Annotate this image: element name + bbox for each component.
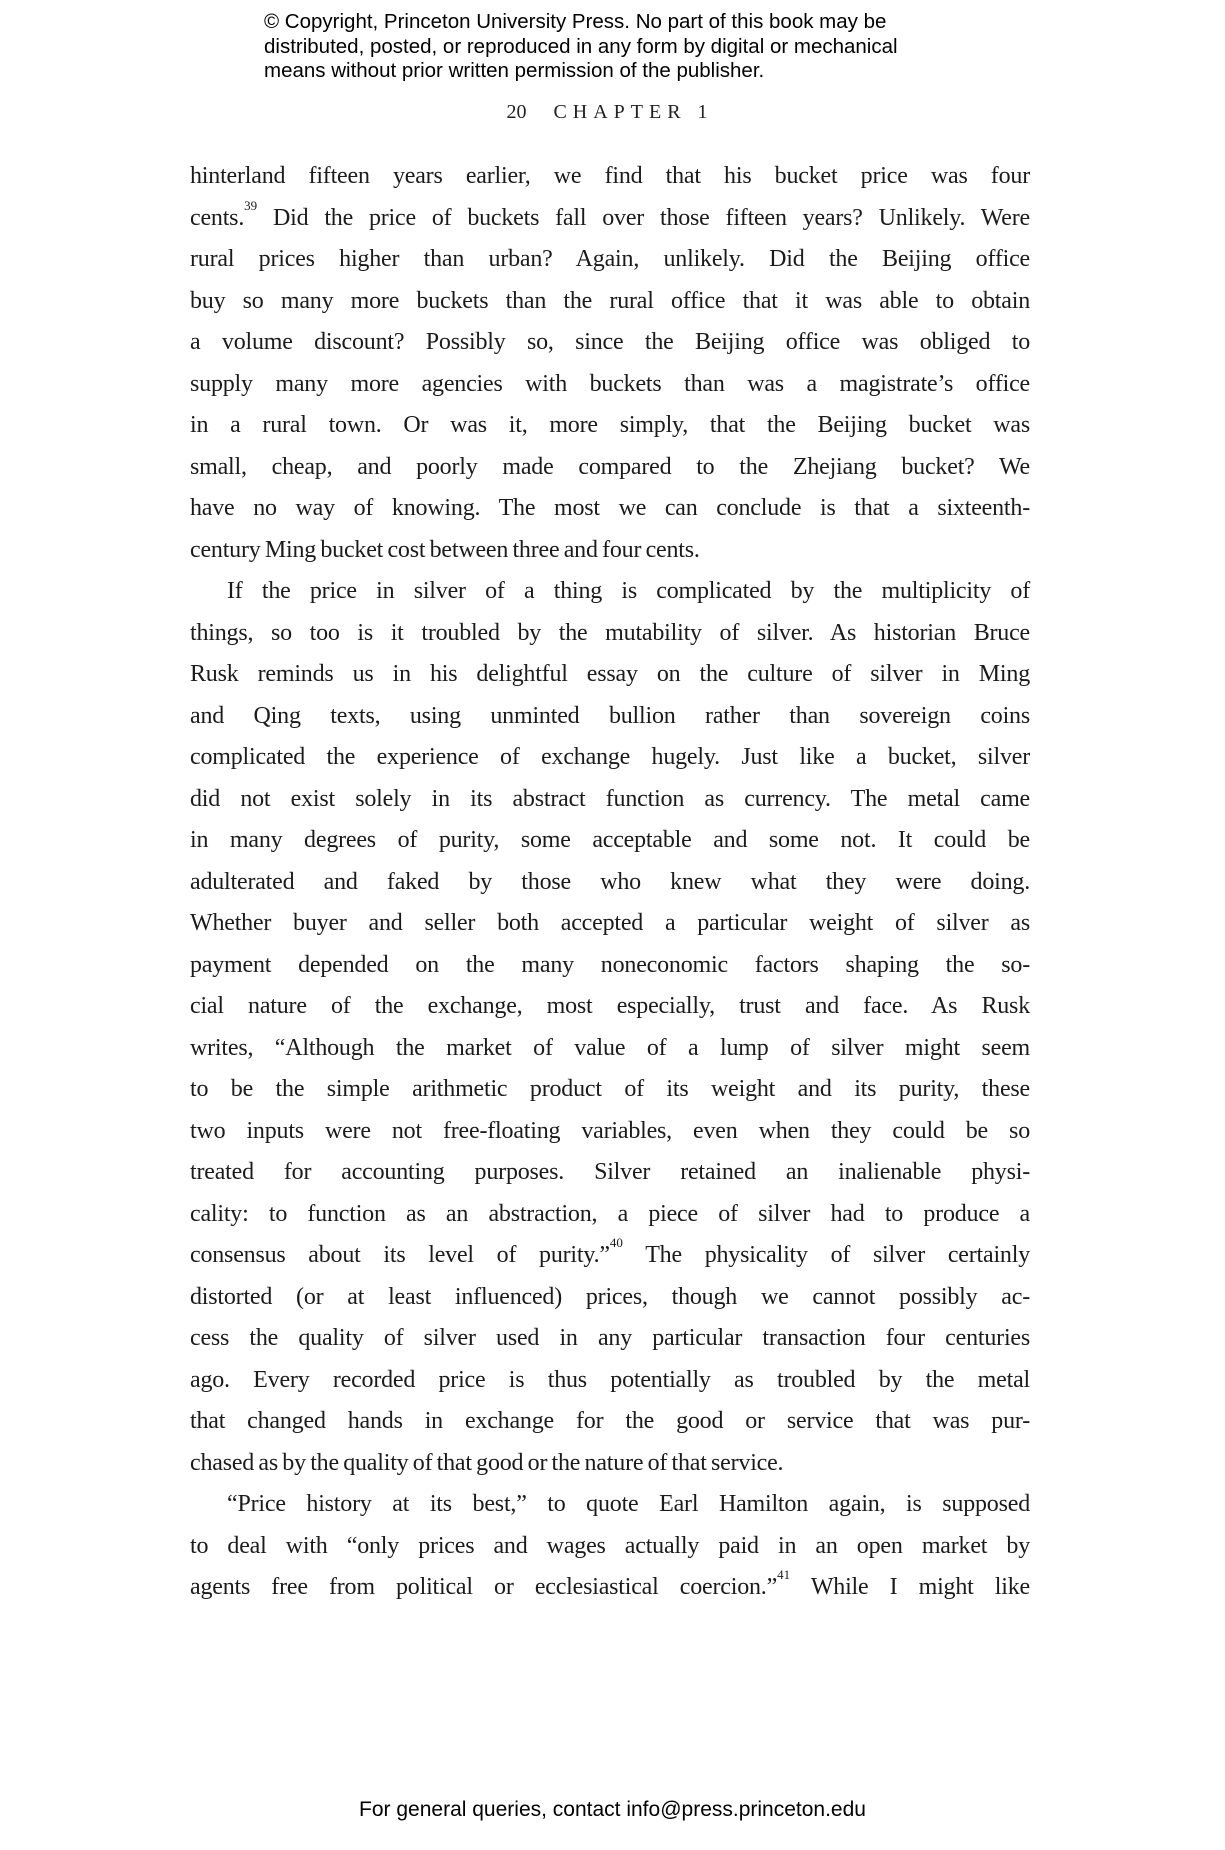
- text-line: treated for accounting purposes. Silver retained an inalienable physi-: [190, 1159, 1030, 1185]
- text-line: writes, “Although the market of value of a lump of silver might seem: [190, 1034, 1030, 1061]
- footer-contact-text: For general queries, contact info@press.princeton.edu: [359, 1798, 866, 1821]
- text-line: ago. Every recorded price is thus potentially as troubled by the metal: [190, 1366, 1030, 1393]
- text-line: buy so many more buckets than the rural office that it was able to obtain: [190, 287, 1030, 314]
- text-line: in many degrees of purity, some acceptable and some not. It could be: [190, 827, 1030, 853]
- text-line: cess the quality of silver used in any particular transaction four centuries: [190, 1325, 1030, 1351]
- text-line: that changed hands in exchange for the good or service that was pur-: [190, 1408, 1030, 1434]
- text-line: agents free from political or ecclesiastical coercion.”$^{41}$ While I might like: [190, 1567, 1030, 1600]
- text-line: consensus about its level of purity.”$^{40}$ The physicality of silver certainly: [190, 1235, 1030, 1268]
- running-head: [190, 101, 1030, 124]
- footer: [0, 1798, 1225, 1822]
- text-line: cality: to function as an abstraction, a piece of silver had to produce a: [190, 1200, 1030, 1227]
- text-line: “Price history at its best,” to quote Earl Hamilton again, is supposed: [227, 1491, 1030, 1517]
- text-line: century Ming bucket cost between three and four cents.: [190, 536, 700, 563]
- text-line: and Qing texts, using unminted bullion rather than sovereign coins: [190, 702, 1030, 729]
- text-line: have no way of knowing. The most we can conclude is that a sixteenth-: [190, 495, 1030, 521]
- text-line: hinterland fifteen years earlier, we find that his bucket price was four: [190, 163, 1030, 189]
- text-line: chased as by the quality of that good or the nature of that service.: [190, 1449, 784, 1476]
- copyright-notice: [264, 10, 898, 84]
- copyright-line: means without prior written permission of the publisher.: [264, 59, 765, 82]
- copyright-line: distributed, posted, or reproduced in any form by digital or mechanical: [264, 34, 898, 58]
- text-line: in a rural town. Or was it, more simply, that the Beijing bucket was: [190, 412, 1030, 438]
- text-line: payment depended on the many noneconomic factors shaping the so-: [190, 951, 1030, 978]
- copyright-line: © Copyright, Princeton University Press. No part of this book may be: [264, 10, 887, 33]
- text-line: supply many more agencies with buckets than was a magistrate’s office: [190, 370, 1030, 397]
- page-number: 20: [506, 101, 527, 123]
- text-line: adulterated and faked by those who knew what they were doing.: [190, 868, 1030, 895]
- body-text: [190, 156, 1030, 1609]
- text-line: a volume discount? Possibly so, since the Beijing office was obliged to: [190, 329, 1030, 355]
- text-line: distorted (or at least influenced) prices, though we cannot possibly ac-: [190, 1283, 1030, 1310]
- text-line: Rusk reminds us in his delightful essay on the culture of silver in Ming: [190, 661, 1030, 687]
- text-line: complicated the experience of exchange hugely. Just like a bucket, silver: [190, 744, 1030, 770]
- text-line: to be the simple arithmetic product of its weight and its purity, these: [190, 1076, 1030, 1102]
- text-line: did not exist solely in its abstract function as currency. The metal came: [190, 785, 1030, 812]
- text-line: to deal with “only prices and wages actually paid in an open market by: [190, 1532, 1030, 1559]
- text-line: rural prices higher than urban? Again, unlikely. Did the Beijing office: [190, 246, 1030, 272]
- text-line: two inputs were not free-floating variables, even when they could be so: [190, 1117, 1030, 1144]
- text-line: Whether buyer and seller both accepted a particular weight of silver as: [190, 910, 1030, 936]
- text-line: cents.$^{39}$ Did the price of buckets fall over those fifteen years? Unlikely. Were: [190, 197, 1030, 231]
- chapter-label: CHAPTER 1: [553, 101, 714, 123]
- text-line: things, so too is it troubled by the mutability of silver. As historian Bruce: [190, 619, 1030, 646]
- text-line: If the price in silver of a thing is complicated by the multiplicity of: [227, 578, 1030, 604]
- text-line: small, cheap, and poorly made compared to the Zhejiang bucket? We: [190, 453, 1030, 480]
- text-line: cial nature of the exchange, most especially, trust and face. As Rusk: [190, 993, 1030, 1019]
